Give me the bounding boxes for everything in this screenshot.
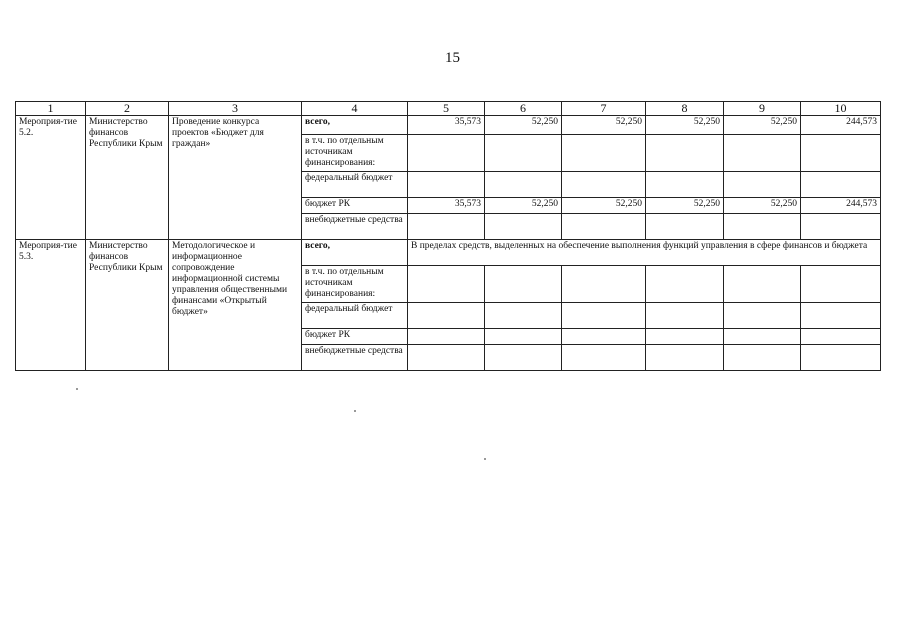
value-cell [646,266,724,303]
value-cell [724,135,801,172]
funding-label-regional: бюджет РК [302,198,408,214]
executor-cell: Министерство финансов Республики Крым [86,240,169,371]
value-cell: 52,250 [485,198,562,214]
value-cell [562,329,646,345]
value-cell: 52,250 [562,198,646,214]
scan-speck [76,388,78,390]
total-note-cell: В пределах средств, выделенных на обеспечение выполнения функций управления в сфере финансов и бюджета [408,240,881,266]
event-cell: Мероприя-тие 5.2. [16,116,86,240]
value-cell: 244,573 [801,198,881,214]
value-cell [646,172,724,198]
value-cell: 52,250 [724,116,801,135]
value-cell [485,135,562,172]
value-cell [646,214,724,240]
column-header-2: 2 [86,102,169,116]
value-cell [801,329,881,345]
value-cell [408,266,485,303]
funding-label-sources: в т.ч. по отдельным источникам финансирования: [302,135,408,172]
value-cell [646,303,724,329]
value-cell [562,303,646,329]
funding-label-regional: бюджет РК [302,329,408,345]
value-cell [801,214,881,240]
value-cell: 244,573 [801,116,881,135]
column-header-3: 3 [169,102,302,116]
value-cell: 52,250 [485,116,562,135]
value-cell [562,214,646,240]
column-header-9: 9 [724,102,801,116]
value-cell [562,266,646,303]
value-cell [408,214,485,240]
funding-label-federal: федеральный бюджет [302,303,408,329]
table-row [16,240,881,266]
value-cell [646,345,724,371]
event-cell: Мероприя-тие 5.3. [16,240,86,371]
value-cell [724,345,801,371]
value-cell [485,329,562,345]
value-cell: 35,573 [408,198,485,214]
value-cell [485,303,562,329]
scan-speck [484,458,486,460]
value-cell: 35,573 [408,116,485,135]
table-row [16,116,881,135]
value-cell: 52,250 [646,116,724,135]
budget-table [15,101,881,371]
funding-label-extra: внебюджетные средства [302,214,408,240]
value-cell [724,266,801,303]
value-cell [646,135,724,172]
scan-speck [354,410,356,412]
value-cell [562,172,646,198]
funding-label-total: всего, [302,116,408,135]
description-cell: Проведение конкурса проектов «Бюджет для граждан» [169,116,302,240]
value-cell [408,172,485,198]
executor-cell: Министерство финансов Республики Крым [86,116,169,240]
funding-label-federal: федеральный бюджет [302,172,408,198]
value-cell [485,172,562,198]
column-header-1: 1 [16,102,86,116]
value-cell: 52,250 [646,198,724,214]
column-header-4: 4 [302,102,408,116]
value-cell [485,266,562,303]
value-cell [485,345,562,371]
value-cell: 52,250 [724,198,801,214]
value-cell [646,329,724,345]
value-cell [408,329,485,345]
value-cell [562,345,646,371]
column-header-6: 6 [485,102,562,116]
value-cell [801,345,881,371]
table-header-row [16,102,881,116]
value-cell [408,303,485,329]
value-cell [724,172,801,198]
funding-label-total: всего, [302,240,408,266]
funding-label-extra: внебюджетные средства [302,345,408,371]
value-cell [562,135,646,172]
value-cell [801,266,881,303]
value-cell [801,303,881,329]
value-cell [801,172,881,198]
column-header-8: 8 [646,102,724,116]
description-cell: Методологическое и информационное сопровождение информационной системы управления общественными финансами «Открытый бюджет» [169,240,302,371]
funding-label-sources: в т.ч. по отдельным источникам финансирования: [302,266,408,303]
column-header-7: 7 [562,102,646,116]
value-cell [485,214,562,240]
value-cell [724,303,801,329]
column-header-10: 10 [801,102,881,116]
value-cell [408,345,485,371]
value-cell [724,329,801,345]
value-cell [724,214,801,240]
value-cell [408,135,485,172]
value-cell [801,135,881,172]
value-cell: 52,250 [562,116,646,135]
page-number: 15 [445,50,460,66]
column-header-5: 5 [408,102,485,116]
